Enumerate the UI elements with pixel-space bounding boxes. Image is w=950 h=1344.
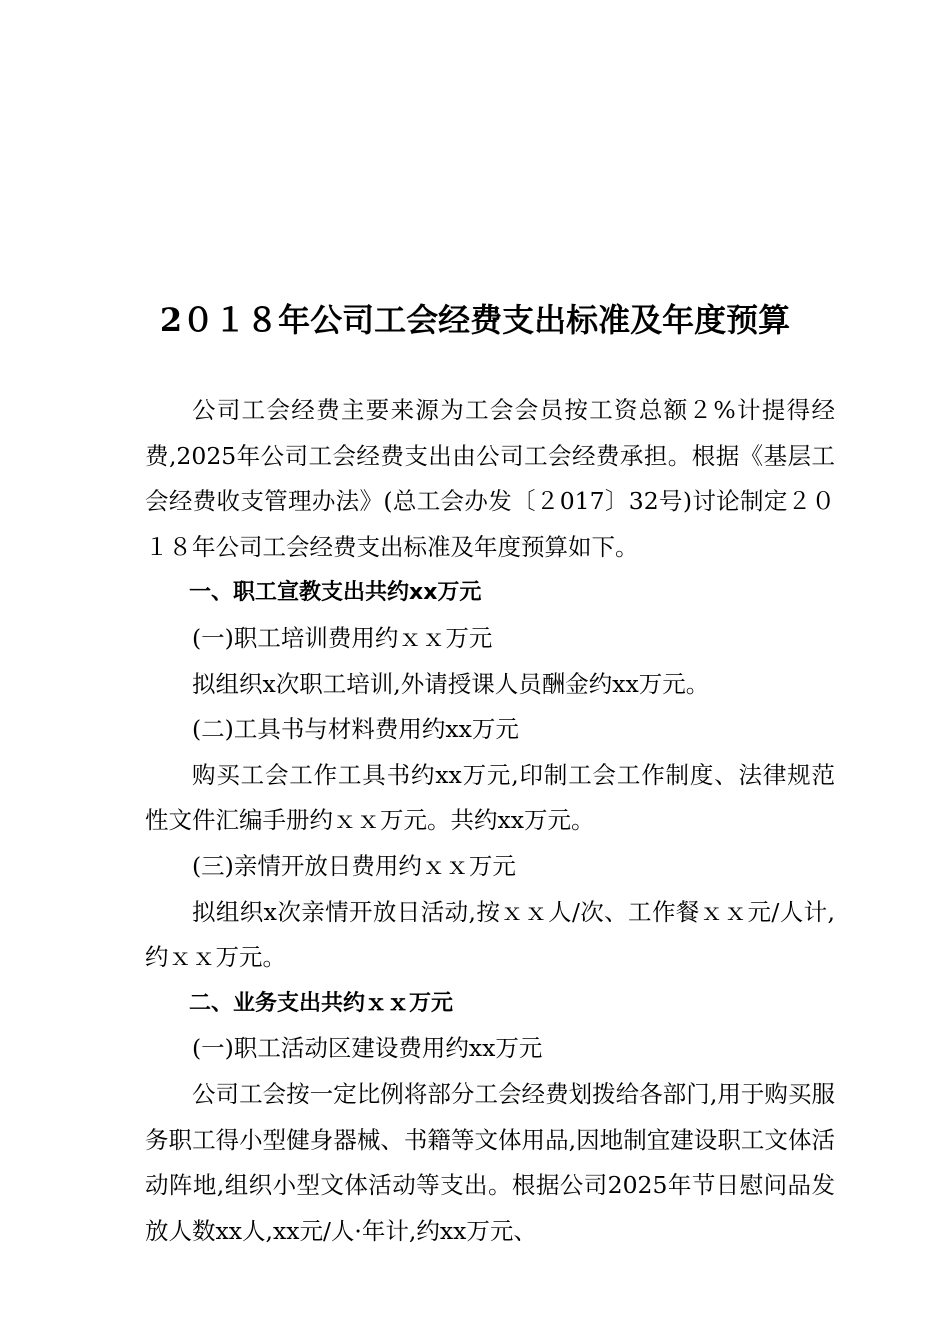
intro-paragraph: 公司工会经费主要来源为工会会员按工资总额２%计提得经费,2025年公司工会经费支出由公司工会经费承担。根据《基层工会经费收支管理办法》(总工会办发〔２017〕32号)讨论制定２０１８年公司工会经费支出标准及年度预算如下。	[145, 396, 835, 561]
body-paragraph: 公司工会按一定比例将部分工会经费划拨给各部门,用于购买服务职工得小型健身器械、书籍等文体用品,因地制宜建设职工文体活动阵地,组织小型文体活动等支出。根据公司2025年节日慰问品发放人数xx人,xx元/人·年计,约xx万元、	[145, 1079, 835, 1245]
subsection-heading-1-1: (一)职工培训费用约ｘｘ万元	[192, 623, 493, 652]
subsection-heading-2-1: (一)职工活动区建设费用约xx万元	[192, 1034, 543, 1063]
section-heading-2: 二、业务支出共约ｘｘ万元	[189, 990, 454, 1016]
body-paragraph: 购买工会工作工具书约xx万元,印制工会工作制度、法律规范性文件汇编手册约ｘｘ万元。共约xx万元。	[145, 760, 835, 835]
section-heading-1: 一、职工宣教支出共约xx万元	[189, 580, 482, 606]
document-body	[145, 388, 835, 1254]
subsection-heading-1-2: (二)工具书与材料费用约xx万元	[192, 715, 519, 744]
subsection-heading-1-3: (三)亲情开放日费用约ｘｘ万元	[192, 851, 516, 880]
document-title: 2０１８年公司工会经费支出标准及年度预算	[159, 301, 791, 339]
body-paragraph: 拟组织x次亲情开放日活动,按ｘｘ人/次、工作餐ｘｘ元/人计,约ｘｘ万元。	[145, 897, 835, 972]
body-paragraph: 拟组织x次职工培训,外请授课人员酬金约xx万元。	[192, 669, 710, 698]
